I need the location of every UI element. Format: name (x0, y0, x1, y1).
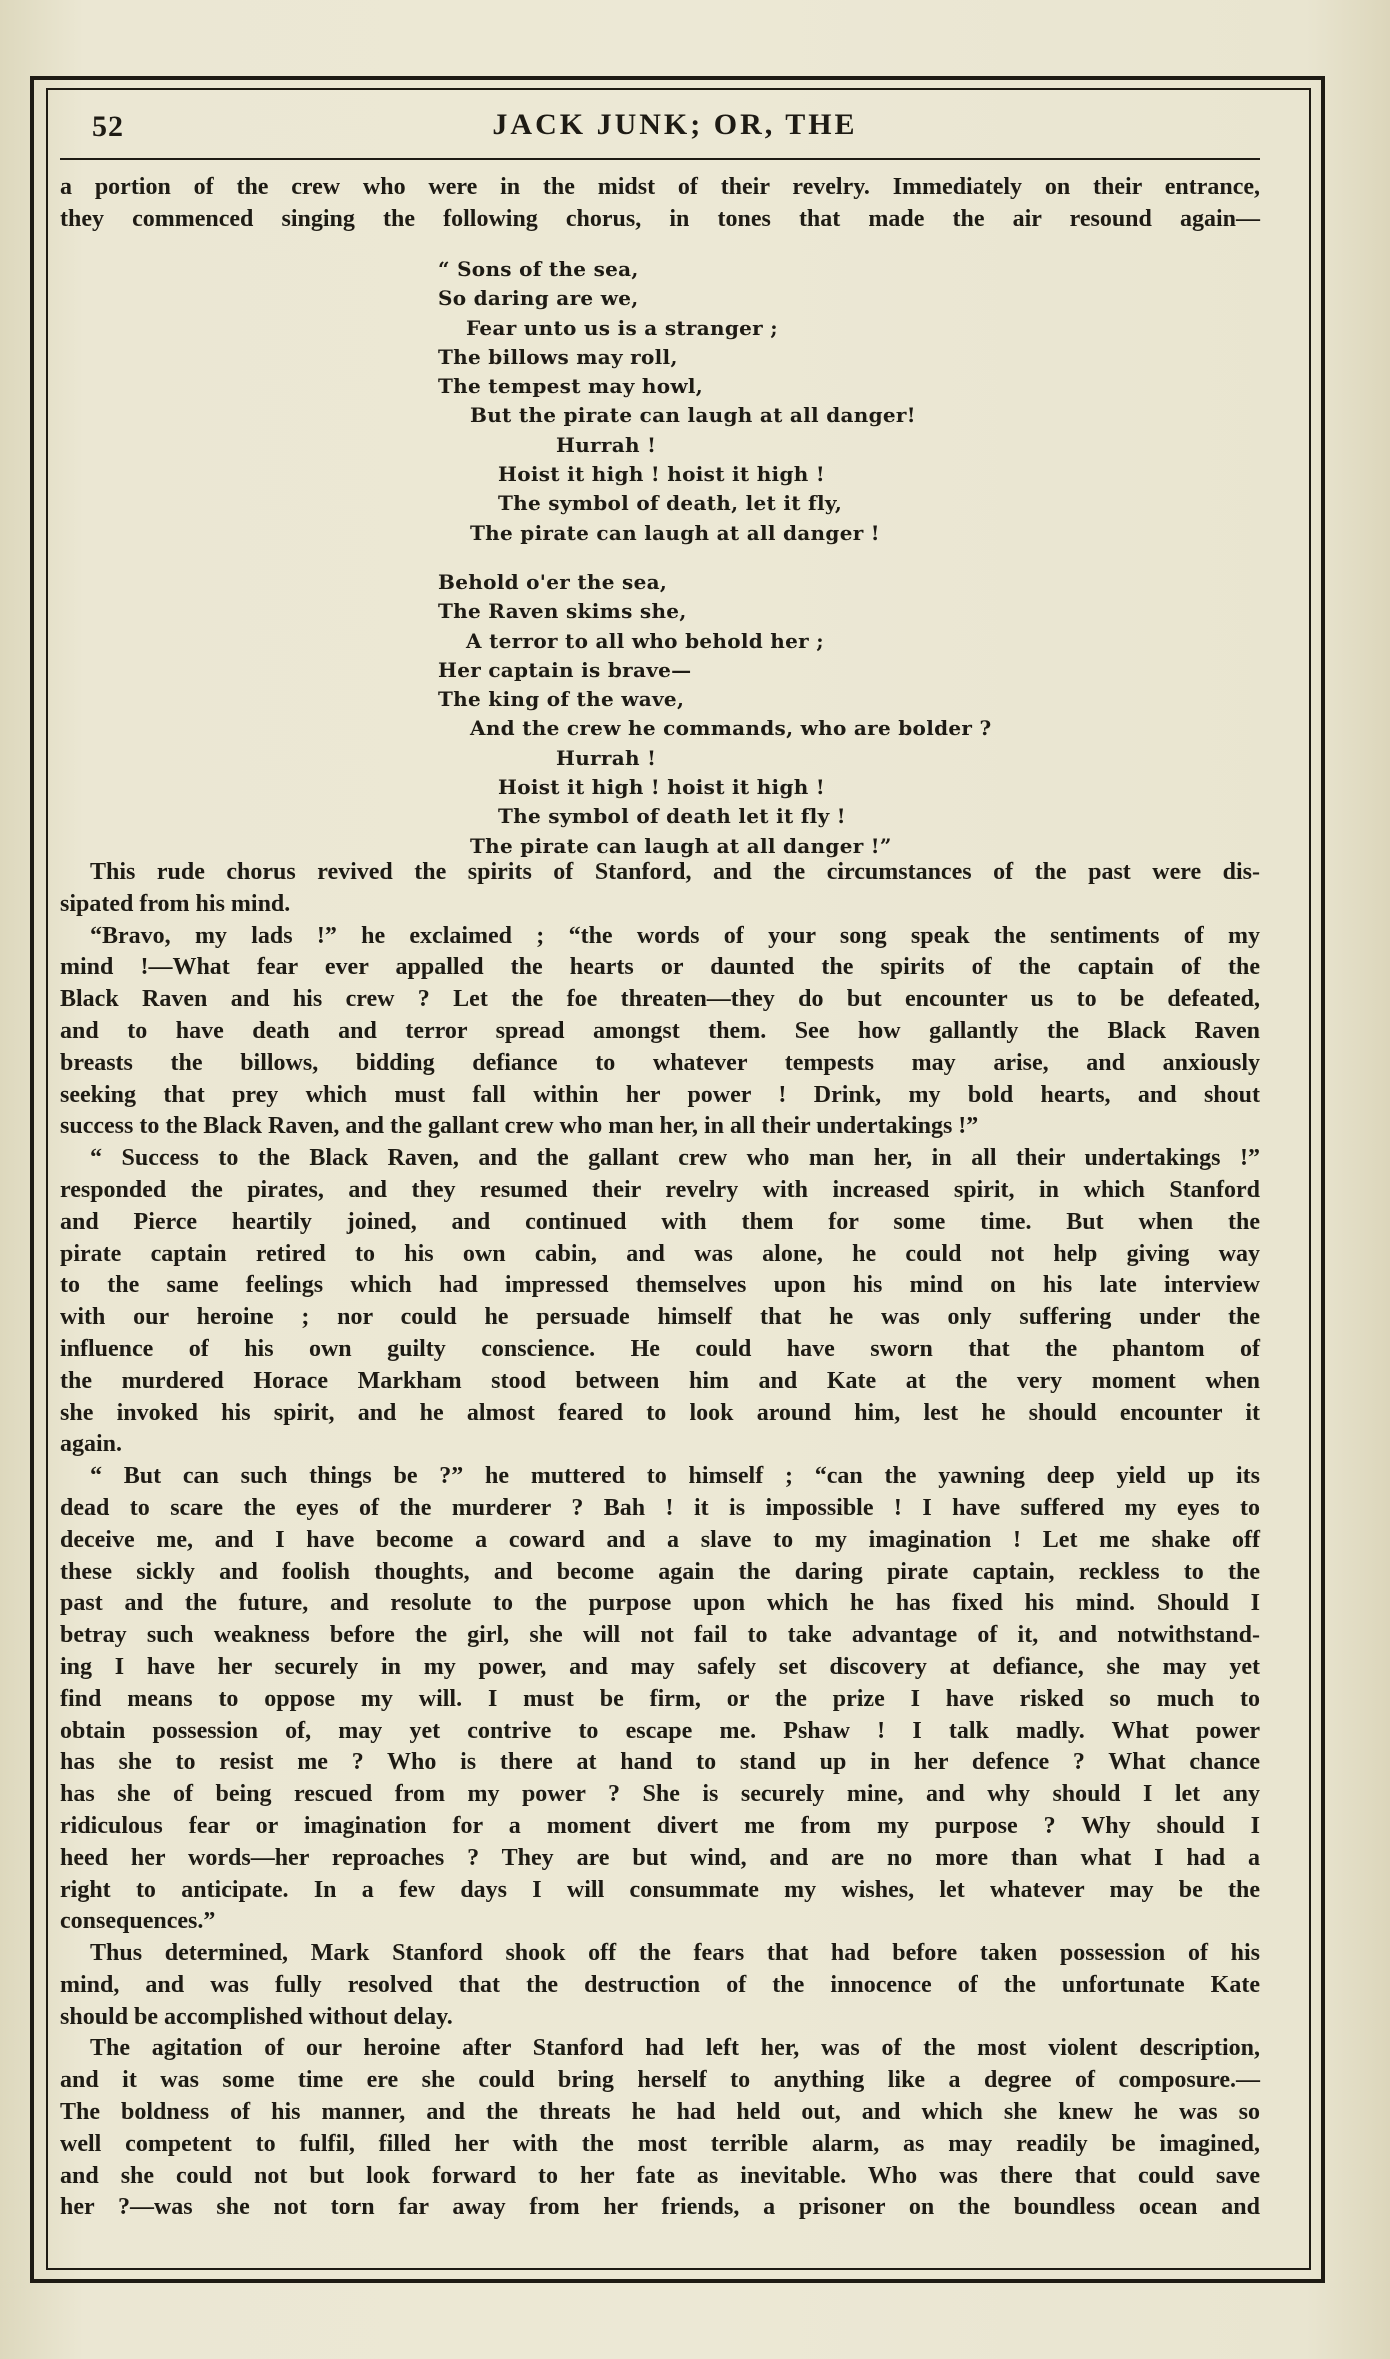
text-line: Thus determined, Mark Stanford shook off the fears that had before taken possession of his (90, 1940, 1260, 1967)
text-line: should be accomplished without delay. (60, 2003, 453, 2030)
top-border-rule (30, 76, 1325, 80)
text-line: consequences.” (60, 1908, 216, 1935)
text-line: well competent to fulfil, filled her with the most terrible alarm, as may readily be imagined, (60, 2130, 1260, 2157)
song-line: So daring are we, (438, 286, 639, 311)
text-line: This rude chorus revived the spirits of Stanford, and the circumstances of the past were dis- (90, 859, 1260, 885)
left-border-rule (30, 76, 34, 2281)
song-line: Fear unto us is a stranger ; (466, 315, 778, 340)
top-border-inner-rule (46, 88, 1311, 90)
page-number: 52 (92, 110, 124, 143)
right-border-inner-rule (1309, 88, 1311, 2268)
running-title: JACK JUNK; OR, THE (492, 108, 858, 141)
text-line: and to have death and terror spread amongst them. See how gallantly the Black Raven (60, 1017, 1260, 1044)
song-line: The tempest may howl, (438, 374, 704, 399)
text-line: obtain possession of, may yet contrive to escape me. Pshaw ! I talk madly. What power (60, 1717, 1260, 1744)
song-line: Hoist it high ! hoist it high ! (498, 775, 825, 800)
text-line: sipated from his mind. (60, 890, 291, 917)
text-line: mind, and was fully resolved that the destruction of the innocence of the unfortunate Kate (60, 1971, 1260, 1998)
text-line: heed her words—her reproaches ? They are but wind, and are no more than what I had a (60, 1844, 1260, 1871)
text-line: the murdered Horace Markham stood between him and Kate at the very moment when (60, 1367, 1260, 1394)
text-line: success to the Black Raven, and the gallant crew who man her, in all their undertakings !” (60, 1113, 979, 1140)
text-line: has she to resist me ? Who is there at hand to stand up in her defence ? What chance (60, 1749, 1260, 1776)
text-line: and she could not but look forward to her fate as inevitable. Who was there that could save (60, 2162, 1260, 2189)
text-line: ridiculous fear or imagination for a moment divert me from my purpose ? Why should I (60, 1812, 1260, 1839)
text-line: again. (60, 1431, 123, 1458)
song-line: “ Sons of the sea, (438, 257, 639, 281)
text-line: and Pierce heartily joined, and continued with them for some time. But when the (60, 1208, 1260, 1235)
song-line: But the pirate can laugh at all danger! (470, 403, 916, 428)
song-line: A terror to all who behold her ; (466, 628, 824, 653)
page-header (60, 100, 1260, 150)
right-border-rule (1321, 76, 1325, 2281)
text-line: with our heroine ; nor could he persuade himself that he was only suffering under the (60, 1304, 1260, 1331)
song-line: Her captain is brave— (438, 657, 692, 682)
song-line: Hurrah ! (556, 432, 657, 457)
text-line: responded the pirates, and they resumed their revelry with increased spirit, in which Stanford (60, 1176, 1260, 1203)
text-line: mind !—What fear ever appalled the hearts or daunted the spirits of the captain of the (60, 954, 1260, 981)
text-line: The agitation of our heroine after Stanford had left her, was of the most violent description, (90, 2035, 1260, 2062)
text-line: seeking that prey which must fall within her power ! Drink, my bold hearts, and shout (60, 1081, 1260, 1108)
text-line: influence of his own guilty conscience. He could have sworn that the phantom of (60, 1335, 1260, 1362)
left-border-inner-rule (46, 88, 48, 2268)
text-line: The boldness of his manner, and the threats he had held out, and which she knew he was so (60, 2099, 1260, 2126)
text-line: dead to scare the eyes of the murderer ? Bah ! it is impossible ! I have suffered my eyes to (60, 1494, 1260, 1521)
song-line: Hurrah ! (556, 745, 657, 770)
text-line: has she of being rescued from my power ? She is securely mine, and why should I let any (60, 1781, 1260, 1808)
song-line: The billows may roll, (438, 344, 678, 369)
header-rule (60, 158, 1260, 160)
text-line: betray such weakness before the girl, she will not fail to take advantage of it, and notwithstand- (60, 1622, 1260, 1649)
song-line: The Raven skims she, (438, 599, 687, 624)
text-line: breasts the billows, bidding defiance to whatever tempests may arise, and anxiously (60, 1049, 1260, 1076)
text-line: find means to oppose my will. I must be firm, or the prize I have risked so much to (60, 1685, 1260, 1712)
text-line: right to anticipate. In a few days I will consummate my wishes, let whatever may be the (60, 1876, 1260, 1903)
bottom-border-rule (30, 2279, 1325, 2283)
text-line: these sickly and foolish thoughts, and become again the daring pirate captain, reckless to the (60, 1558, 1260, 1585)
text-line: and it was some time ere she could bring herself to anything like a degree of composure.— (60, 2067, 1260, 2094)
text-line: pirate captain retired to his own cabin, and was alone, he could not help giving way (60, 1240, 1260, 1267)
text-line: a portion of the crew who were in the midst of their revelry. Immediately on their entrance, (60, 174, 1260, 200)
text-line: past and the future, and resolute to the purpose upon which he has fixed his mind. Should I (60, 1590, 1260, 1617)
text-line: deceive me, and I have become a coward and a slave to my imagination ! Let me shake off (60, 1526, 1260, 1553)
text-line: she invoked his spirit, and he almost feared to look around him, lest he should encounter it (60, 1399, 1260, 1426)
intro-paragraph (60, 172, 1260, 236)
song-line: And the crew he commands, who are bolder ? (470, 716, 992, 741)
bottom-border-inner-rule (46, 2268, 1311, 2270)
text-line: they commenced singing the following chorus, in tones that made the air resound again— (60, 205, 1260, 232)
song-line: The symbol of death, let it fly, (498, 491, 843, 516)
text-line: her ?—was she not torn far away from her friends, a prisoner on the boundless ocean and (60, 2194, 1260, 2221)
song-line: Hoist it high ! hoist it high ! (498, 462, 825, 487)
song-line: The symbol of death let it fly ! (498, 804, 846, 829)
text-line: ing I have her securely in my power, and may safely set discovery at defiance, she may yet (60, 1653, 1260, 1680)
text-line: to the same feelings which had impressed themselves upon his mind on his late interview (60, 1272, 1260, 1299)
song-line: Behold o'er the sea, (438, 569, 668, 594)
text-line: “Bravo, my lads !” he exclaimed ; “the words of your song speak the sentiments of my (90, 922, 1260, 949)
song-line: The pirate can laugh at all danger ! (470, 520, 880, 545)
text-line: Black Raven and his crew ? Let the foe threaten—they do but encounter us to be defeated, (60, 986, 1260, 1013)
pirate-song (438, 255, 1058, 861)
song-line: The pirate can laugh at all danger !” (470, 833, 892, 858)
body-text (60, 857, 1260, 2224)
song-line: The king of the wave, (438, 687, 685, 712)
text-line: “ Success to the Black Raven, and the gallant crew who man her, in all their undertakings !” (90, 1145, 1260, 1172)
text-line: “ But can such things be ?” he muttered to himself ; “can the yawning deep yield up its (90, 1463, 1260, 1490)
